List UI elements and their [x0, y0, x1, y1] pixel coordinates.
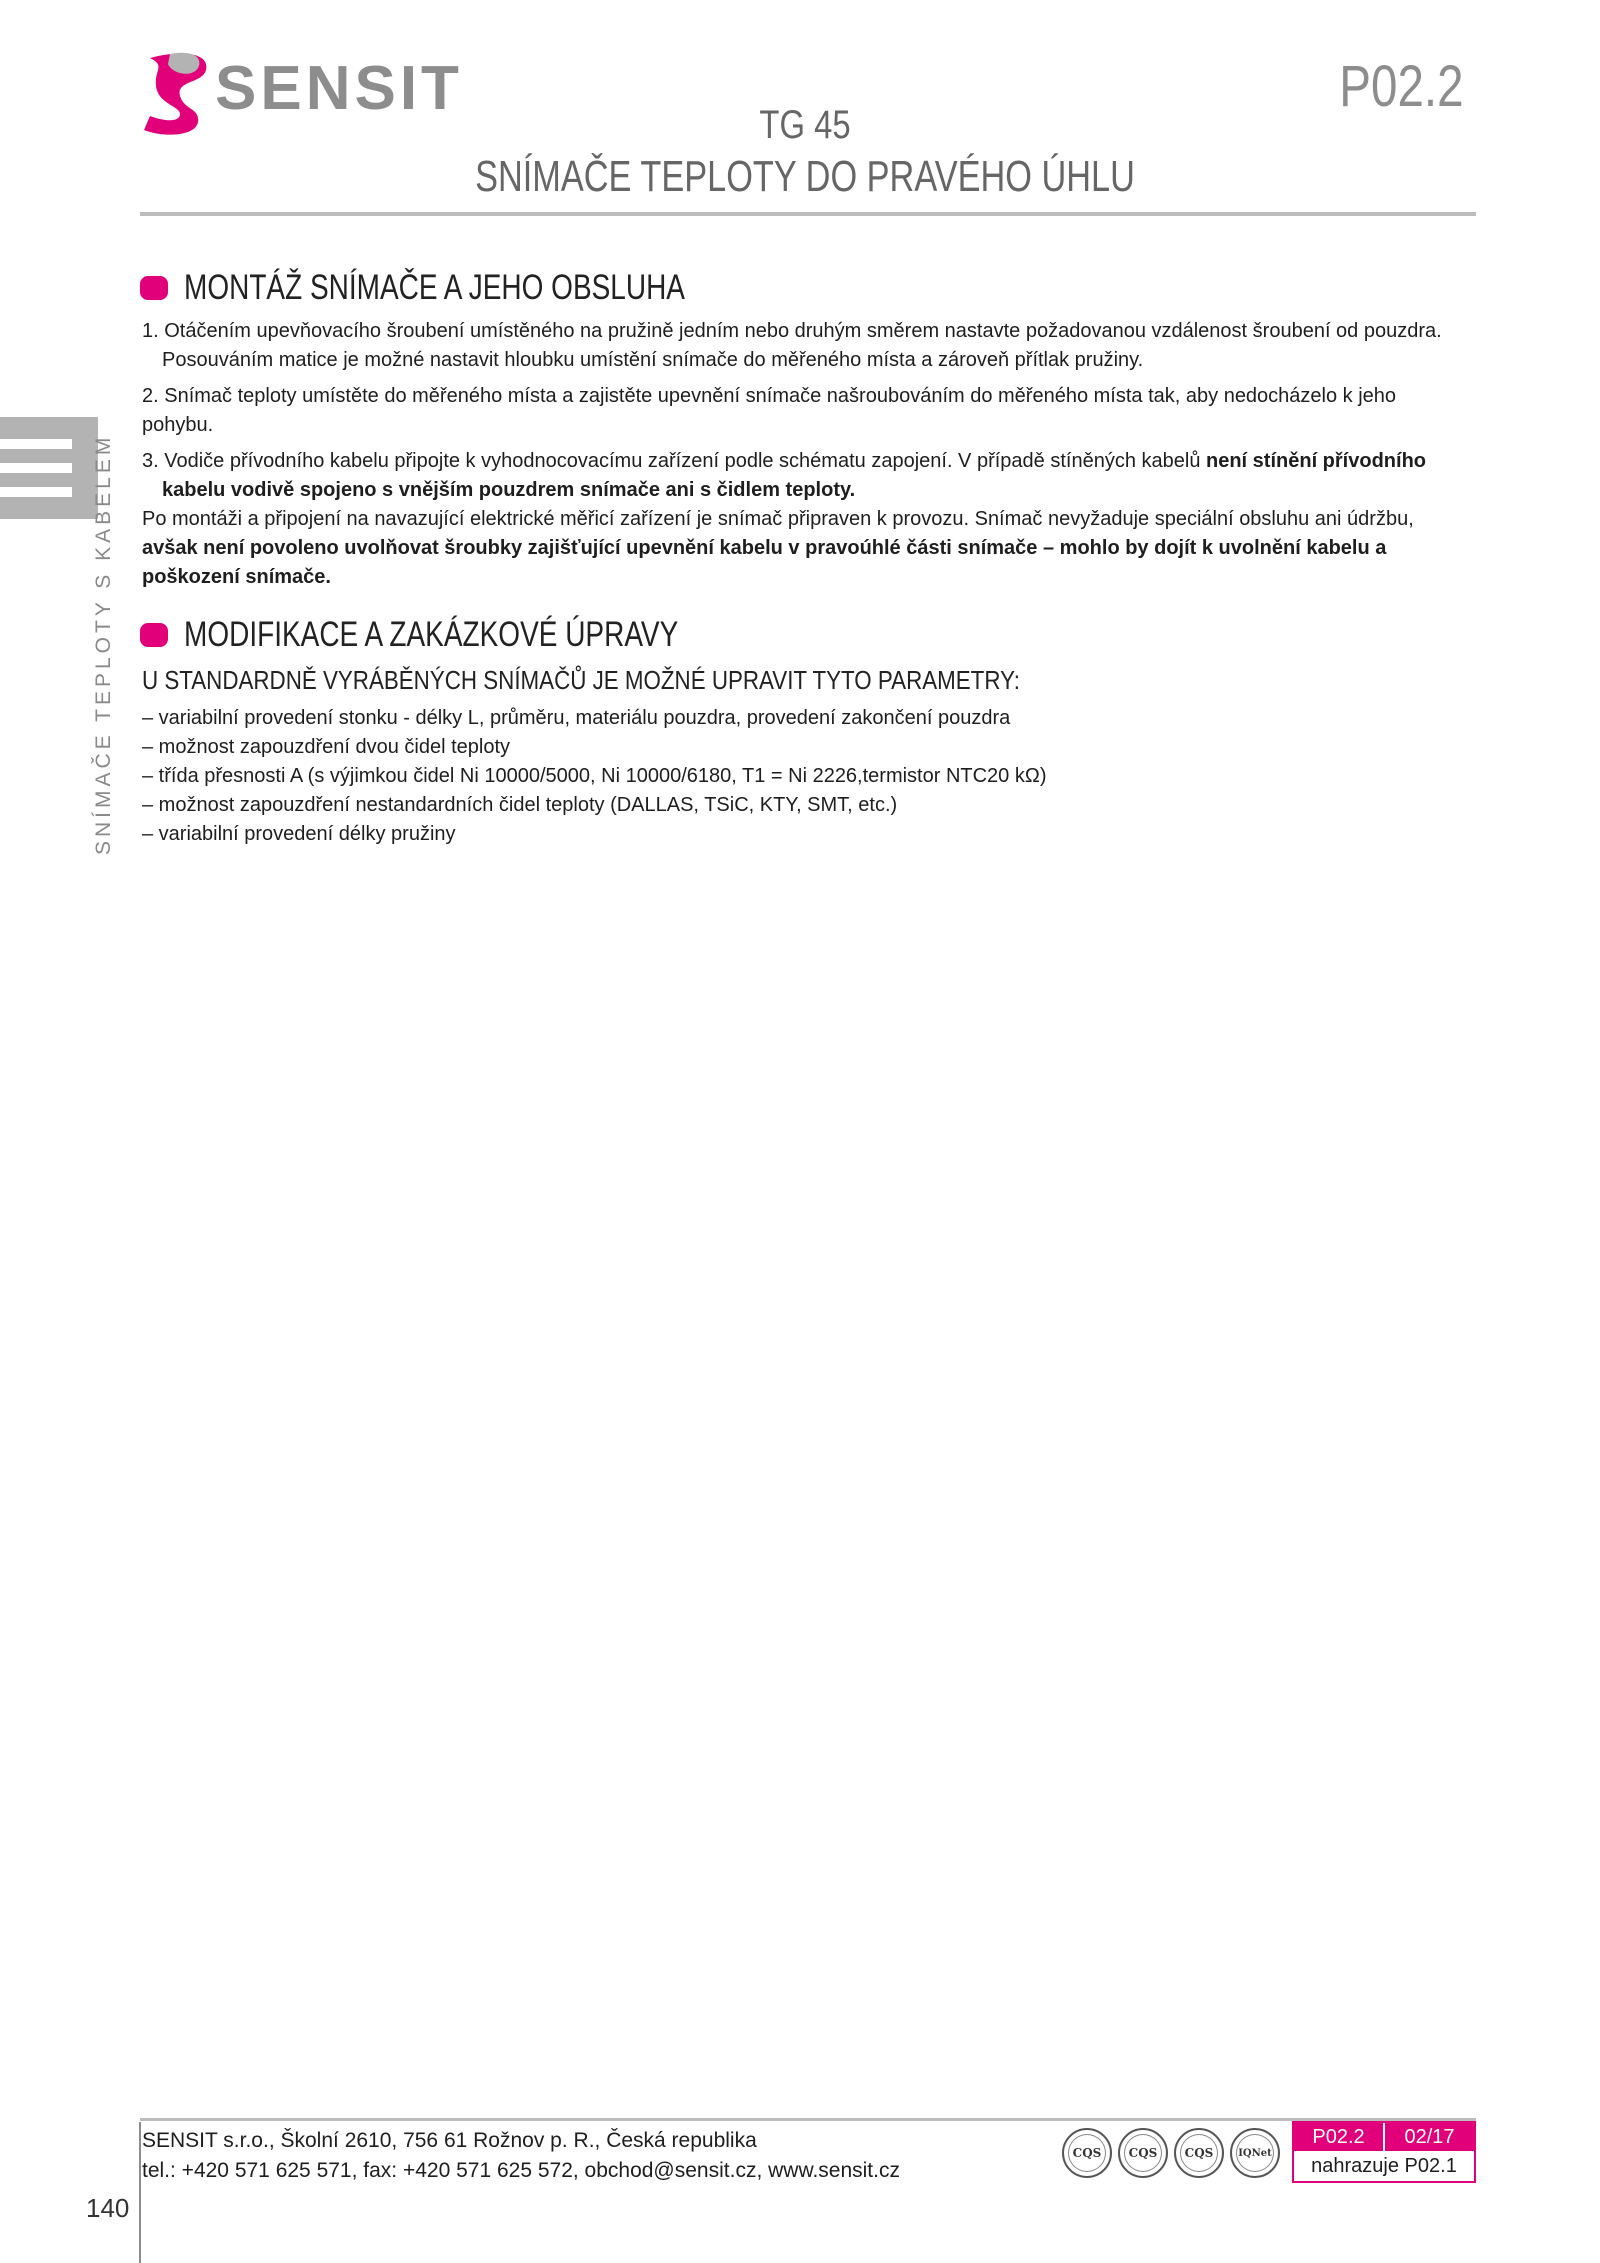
- logo-wordmark: SENSIT: [215, 54, 463, 123]
- list-item: 2. Snímač teploty umístěte do měřeného místa a zajistěte upevnění snímače našroubováním do měřeného místa tak, aby nedocházelo k jeho pohybu.: [142, 385, 1397, 436]
- warning-text: poškození snímače.: [142, 566, 331, 588]
- side-category-label: SNÍMAČE TEPLOTY S KABELEM: [92, 433, 115, 855]
- list-item: – variabilní provedení délky pružiny: [142, 823, 456, 845]
- list-item: – možnost zapouzdření nestandardních čidel teploty (DALLAS, TSiC, KTY, SMT, etc.): [142, 794, 898, 816]
- paragraph: Po montáži a připojení na navazující elektrické měřicí zařízení je snímač připraven k provozu. Snímač nevyžaduje speciální obsluhu ani údržbu,: [142, 508, 1414, 530]
- list-item: 3. Vodiče přívodního kabelu připojte k vyhodnocovacímu zařízení podle schématu zapojení. V případě stíněných kabelů není stínění přívodního kabelu vodivě spojeno s vnějším pouzdrem snímače ani s čidlem teploty.: [142, 450, 1426, 501]
- section-subtitle: U STANDARDNĚ VYRÁBĚNÝCH SNÍMAČŮ JE MOŽNÉ UPRAVIT TYTO PARAMETRY:: [142, 665, 1020, 695]
- cqs-cert-icon: CQS: [1062, 2128, 1112, 2178]
- warning-text: avšak není povoleno uvolňovat šroubky zajišťující upevnění kabelu v pravoúhlé části snímače – mohlo by dojít k uvolnění kabelu a: [142, 537, 1387, 559]
- section-heading-modifikace: [140, 615, 802, 655]
- page-number: 140: [86, 2193, 130, 2223]
- section-heading-montaz: [140, 268, 810, 308]
- section-title: MONTÁŽ SNÍMAČE A JEHO OBSLUHA: [184, 268, 685, 307]
- certification-logos: [1062, 2128, 1280, 2178]
- list-item: 1. Otáčením upevňovacího šroubení umístěného na pružině jedním nebo druhým směrem nastavte požadovanou vzdálenost šroubení od pouzdra. Posouváním matice je možné nastavit hloubku umístění snímače do měřeného místa a zároveň přítlak pružiny.: [142, 320, 1442, 371]
- replaces-note: nahrazuje P02.1: [1311, 2155, 1457, 2177]
- section-title: MODIFIKACE A ZAKÁZKOVÉ ÚPRAVY: [184, 615, 679, 654]
- cqs-cert-icon: CQS: [1118, 2128, 1168, 2178]
- document-code-box: [1292, 2121, 1476, 2183]
- company-address: SENSIT s.r.o., Školní 2610, 756 61 Rožnov p. R., Česká republika tel.: +420 571 625 571, fax: +420 571 625 572, obchod@sensit.cz, www.sensit.cz: [142, 2129, 900, 2182]
- list-item: – možnost zapouzdření dvou čidel teploty: [142, 736, 510, 758]
- section-bullet-icon: [140, 623, 168, 647]
- side-tab-marker: [0, 417, 98, 519]
- section-bullet-icon: [140, 276, 168, 300]
- list-item: – třída přesnosti A (s výjimkou čidel Ni 10000/5000, Ni 10000/6180, T1 = Ni 2226,termistor NTC20 kΩ): [142, 765, 1047, 787]
- footer-margin-line: [139, 2122, 141, 2263]
- section-body-montaz: [142, 317, 1472, 592]
- doc-date: 02/17: [1404, 2126, 1455, 2148]
- product-code: P02.2: [1339, 54, 1464, 119]
- doc-code: P02.2: [1294, 2123, 1385, 2151]
- header-divider: [140, 212, 1476, 216]
- product-title: TG 45: [759, 103, 851, 147]
- modification-list: [142, 704, 1046, 849]
- iqnet-cert-icon: IQNet: [1230, 2128, 1280, 2178]
- product-subtitle: SNÍMAČE TEPLOTY DO PRAVÉHO ÚHLU: [475, 152, 1135, 201]
- footer-divider: [140, 2118, 1476, 2121]
- list-item: – variabilní provedení stonku - délky L, průměru, materiálu pouzdra, provedení zakončení pouzdra: [142, 707, 1011, 729]
- cqs-cert-icon: CQS: [1174, 2128, 1224, 2178]
